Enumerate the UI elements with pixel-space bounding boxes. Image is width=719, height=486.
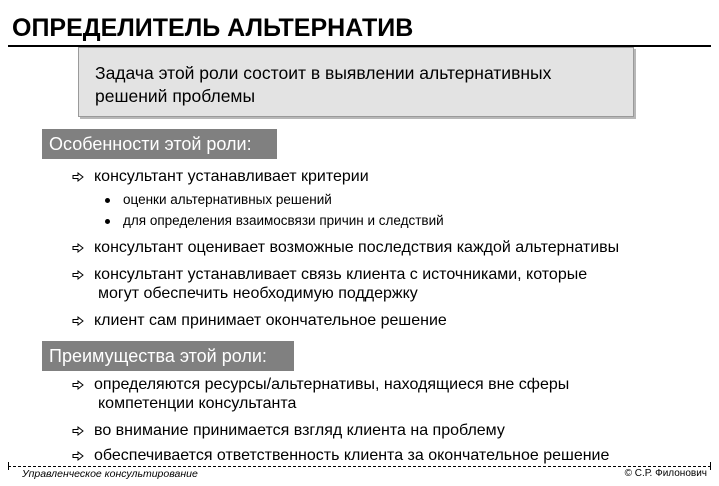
features-item-3-line-2: могут обеспечить необходимую поддержку xyxy=(98,285,418,302)
advantages-item-1-line-2: компетенции консультанта xyxy=(98,395,297,412)
features-item-1: консультант устанавливает критерии xyxy=(94,168,369,185)
features-item-3-line-1: консультант устанавливает связь клиента с источниками, которые xyxy=(94,266,588,283)
features-item-2: консультант оценивает возможные последствия каждой альтернативы xyxy=(94,239,620,256)
task-line-1: Задача этой роли состоит в выявлении альтернативных xyxy=(95,63,552,83)
features-sub-2: для определения взаимосвязи причин и следствий xyxy=(123,213,444,228)
advantages-item-3: обеспечивается ответственность клиента за окончательное решение xyxy=(94,447,610,464)
features-item-4: клиент сам принимает окончательное решение xyxy=(94,312,447,329)
arrow-right-outline-icon xyxy=(72,379,84,391)
arrow-right-outline-icon xyxy=(72,171,84,183)
footer-copyright: © С.Р. Филонович xyxy=(624,468,707,479)
arrow-right-outline-icon xyxy=(72,269,84,281)
footer-tick-left xyxy=(8,462,9,470)
bullet-icon xyxy=(105,219,110,224)
page-title: ОПРЕДЕЛИТЕЛЬ АЛЬТЕРНАТИВ xyxy=(12,14,414,42)
task-box xyxy=(78,47,634,117)
footer-course-name: Управленческое консультирование xyxy=(22,468,198,480)
features-header: Особенности этой роли: xyxy=(42,129,277,159)
bullet-icon xyxy=(105,198,110,203)
arrow-right-outline-icon xyxy=(72,450,84,462)
arrow-right-outline-icon xyxy=(72,315,84,327)
features-sub-1: оценки альтернативных решений xyxy=(123,192,332,207)
footer-rule xyxy=(8,466,711,467)
advantages-item-1-line-1: определяются ресурсы/альтернативы, находящиеся вне сферы xyxy=(94,376,570,393)
task-line-2: решений проблемы xyxy=(95,86,256,106)
advantages-item-2: во внимание принимается взгляд клиента на проблему xyxy=(94,422,505,439)
task-text xyxy=(95,62,625,108)
arrow-right-outline-icon xyxy=(72,242,84,254)
arrow-right-outline-icon xyxy=(72,425,84,437)
advantages-header: Преимущества этой роли: xyxy=(42,341,294,371)
footer-tick-right xyxy=(710,462,711,470)
